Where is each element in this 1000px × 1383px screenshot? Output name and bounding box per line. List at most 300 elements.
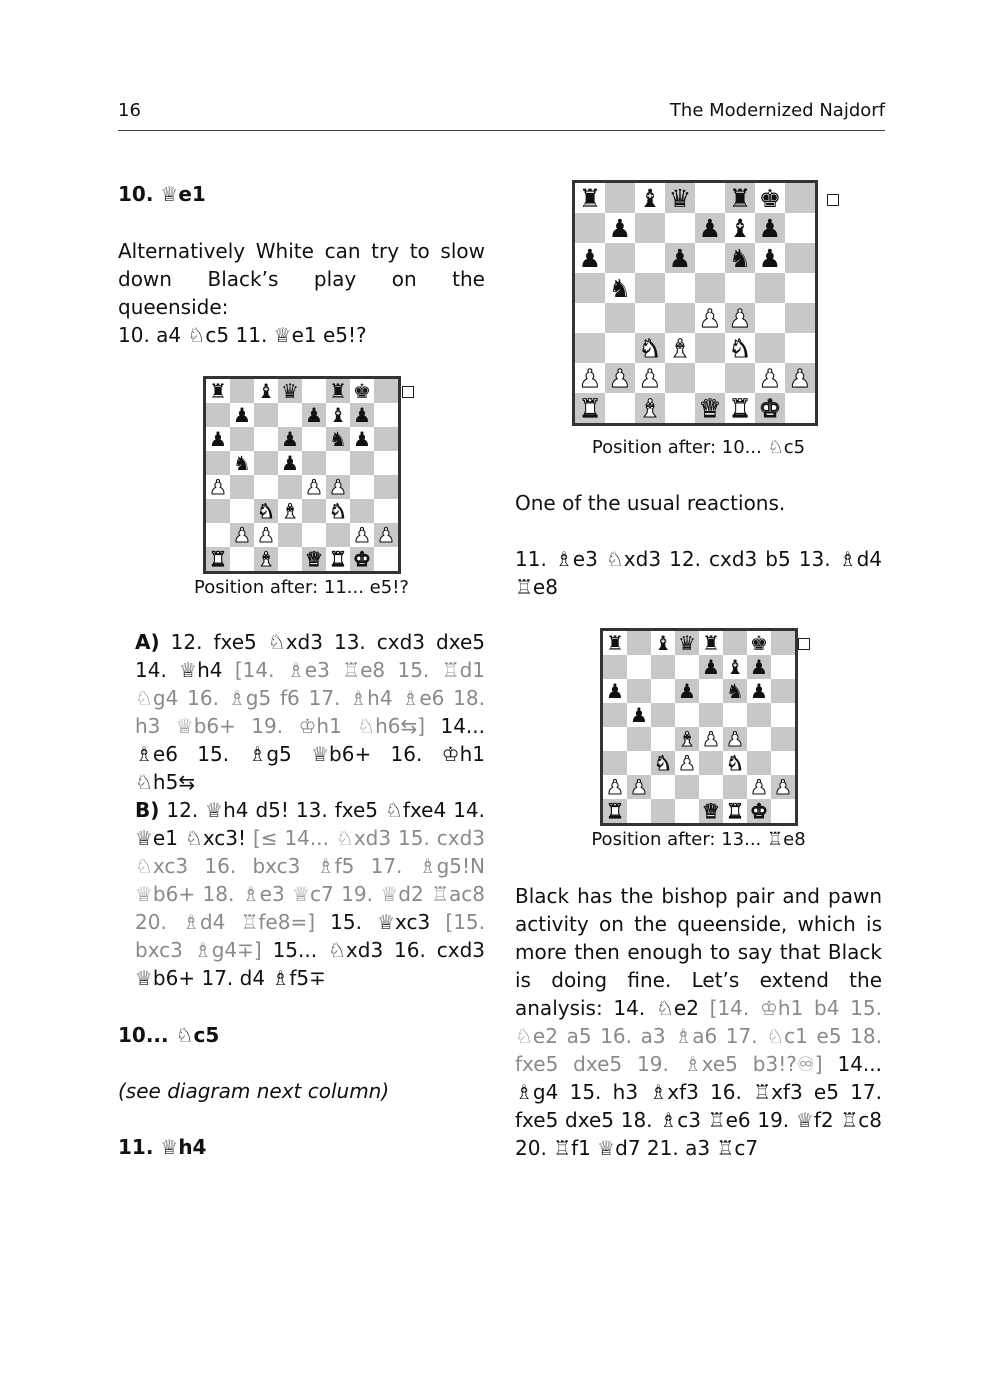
square-c6: [254, 427, 278, 451]
square-f1: [725, 393, 755, 423]
square-c7: [635, 213, 665, 243]
square-g3: [747, 751, 771, 775]
square-b8: [230, 379, 254, 403]
line-b-variation-2: [15. bxc3 ♗g4∓]: [135, 910, 486, 962]
square-g3: [350, 499, 374, 523]
square-a7: [206, 403, 230, 427]
diagram-3-caption: Position after: 13... ♖e8: [591, 829, 806, 850]
square-d4: [665, 303, 695, 333]
black-rook-icon: ♜: [578, 183, 602, 213]
square-a2: [206, 523, 230, 547]
square-c3: [635, 333, 665, 363]
square-e4: [302, 475, 326, 499]
white-king-icon: ♚: [353, 547, 371, 571]
black-pawn-icon: ♟: [353, 403, 371, 427]
white-pawn-icon: ♟: [209, 475, 227, 499]
square-e3: [699, 751, 723, 775]
square-e6: [695, 243, 725, 273]
square-f4: [725, 303, 755, 333]
square-h7: [785, 213, 815, 243]
square-h4: [374, 475, 398, 499]
black-queen-icon: ♛: [678, 631, 696, 655]
square-d7: [278, 403, 302, 427]
black-pawn-icon: ♟: [668, 243, 692, 273]
square-b1: [605, 393, 635, 423]
black-pawn-icon: ♟: [758, 213, 782, 243]
square-e8: [695, 183, 725, 213]
white-rook-icon: ♜: [578, 393, 602, 423]
square-g6: [747, 679, 771, 703]
black-bishop-icon: ♝: [638, 183, 662, 213]
white-pawn-icon: ♟: [750, 775, 768, 799]
square-a8: [575, 183, 605, 213]
square-e3: [695, 333, 725, 363]
square-c3: [254, 499, 278, 523]
black-knight-icon: ♞: [728, 243, 752, 273]
diagram-2-caption: Position after: 10... ♘c5: [591, 437, 806, 458]
black-pawn-icon: ♟: [608, 213, 632, 243]
square-e2: [699, 775, 723, 799]
square-d8: [278, 379, 302, 403]
square-a1: [206, 547, 230, 571]
white-knight-icon: ♞: [726, 751, 744, 775]
line-b-main-1: 12. ♕h4 d5! 13. fxe5 ♘fxe4 14. ♕e1 ♘xc3!: [135, 798, 485, 850]
line-b-main-2: 15. ♕xc3: [315, 910, 446, 934]
square-h4: [771, 727, 795, 751]
square-h8: [785, 183, 815, 213]
white-bishop-icon: ♝: [257, 547, 275, 571]
square-g7: [747, 655, 771, 679]
square-h7: [374, 403, 398, 427]
black-pawn-icon: ♟: [209, 427, 227, 451]
see-diagram-note: (see diagram next column): [118, 1079, 390, 1103]
square-c7: [651, 655, 675, 679]
white-pawn-icon: ♟: [758, 363, 782, 393]
square-a4: [575, 303, 605, 333]
square-b4: [605, 303, 635, 333]
white-bishop-icon: ♝: [668, 333, 692, 363]
square-c7: [254, 403, 278, 427]
square-c4: [254, 475, 278, 499]
white-pawn-icon: ♟: [377, 523, 395, 547]
square-c5: [635, 273, 665, 303]
square-g4: [747, 727, 771, 751]
move-10-heading: 10. ♕e1: [118, 182, 206, 206]
white-knight-icon: ♞: [329, 499, 347, 523]
square-d4: [278, 475, 302, 499]
square-b7: [230, 403, 254, 427]
square-e1: [699, 799, 723, 823]
square-b8: [605, 183, 635, 213]
square-b3: [605, 333, 635, 363]
black-rook-icon: ♜: [606, 631, 624, 655]
square-a2: [603, 775, 627, 799]
square-d3: [665, 333, 695, 363]
square-d3: [675, 751, 699, 775]
square-a7: [603, 655, 627, 679]
square-b8: [627, 631, 651, 655]
square-e6: [699, 679, 723, 703]
square-f6: [326, 427, 350, 451]
square-c8: [651, 631, 675, 655]
square-h6: [374, 427, 398, 451]
square-g2: [747, 775, 771, 799]
square-d2: [278, 523, 302, 547]
square-h2: [785, 363, 815, 393]
square-c2: [651, 775, 675, 799]
square-f7: [326, 403, 350, 427]
black-pawn-icon: ♟: [578, 243, 602, 273]
white-rook-icon: ♜: [726, 799, 744, 823]
square-h6: [785, 243, 815, 273]
alternative-text: Alternatively White can try to slow down Black’s play on the queenside:: [118, 239, 485, 319]
white-queen-icon: ♛: [305, 547, 323, 571]
square-f1: [326, 547, 350, 571]
white-pawn-icon: ♟: [257, 523, 275, 547]
black-pawn-icon: ♟: [750, 679, 768, 703]
white-rook-icon: ♜: [329, 547, 347, 571]
square-e8: [302, 379, 326, 403]
square-a3: [575, 333, 605, 363]
black-pawn-icon: ♟: [698, 213, 722, 243]
square-g8: [350, 379, 374, 403]
square-c2: [635, 363, 665, 393]
black-rook-icon: ♜: [702, 631, 720, 655]
black-knight-icon: ♞: [233, 451, 251, 475]
square-c1: [635, 393, 665, 423]
black-pawn-icon: ♟: [702, 655, 720, 679]
square-b6: [605, 243, 635, 273]
square-d6: [675, 679, 699, 703]
square-a6: [206, 427, 230, 451]
white-rook-icon: ♜: [209, 547, 227, 571]
white-pawn-icon: ♟: [305, 475, 323, 499]
line-b-main-3: 15... ♘xd3 16. cxd3 ♕b6+ 17. d4 ♗f5∓: [135, 938, 485, 990]
square-g7: [755, 213, 785, 243]
analysis-paragraph: [515, 882, 882, 1162]
square-a4: [603, 727, 627, 751]
square-a1: [575, 393, 605, 423]
page-number: 16: [118, 100, 141, 121]
black-pawn-icon: ♟: [281, 451, 299, 475]
square-g5: [350, 451, 374, 475]
black-bishop-icon: ♝: [257, 379, 275, 403]
square-f8: [723, 631, 747, 655]
analysis-variation: [14. ♔h1 b4 15. ♘e2 a5 16. a3 ♗a6 17. ♘c1 e5 18. fxe5 dxe5 19. ♗xe5 b3!?♾]: [515, 996, 882, 1076]
square-h8: [771, 631, 795, 655]
square-g3: [755, 333, 785, 363]
side-to-move-marker-3: [798, 638, 810, 650]
square-a5: [575, 273, 605, 303]
square-b4: [627, 727, 651, 751]
square-f6: [723, 679, 747, 703]
black-bishop-icon: ♝: [329, 403, 347, 427]
square-b1: [627, 799, 651, 823]
black-pawn-icon: ♟: [353, 427, 371, 451]
white-pawn-icon: ♟: [233, 523, 251, 547]
square-h1: [785, 393, 815, 423]
square-f8: [326, 379, 350, 403]
white-pawn-icon: ♟: [788, 363, 812, 393]
white-pawn-icon: ♟: [698, 303, 722, 333]
square-h3: [771, 751, 795, 775]
square-g8: [755, 183, 785, 213]
black-pawn-icon: ♟: [281, 427, 299, 451]
square-b2: [627, 775, 651, 799]
square-b3: [230, 499, 254, 523]
reaction-text: One of the usual reactions.: [515, 491, 786, 515]
black-pawn-icon: ♟: [750, 655, 768, 679]
square-c2: [254, 523, 278, 547]
square-b5: [627, 703, 651, 727]
white-knight-icon: ♞: [257, 499, 275, 523]
square-a2: [575, 363, 605, 393]
square-e5: [699, 703, 723, 727]
white-pawn-icon: ♟: [678, 751, 696, 775]
black-pawn-icon: ♟: [678, 679, 696, 703]
square-c4: [635, 303, 665, 333]
square-g7: [350, 403, 374, 427]
line-b: [135, 796, 485, 992]
square-g1: [747, 799, 771, 823]
square-d2: [675, 775, 699, 799]
white-king-icon: ♚: [758, 393, 782, 423]
square-h1: [771, 799, 795, 823]
square-b2: [605, 363, 635, 393]
side-to-move-marker-2: [827, 194, 839, 206]
white-king-icon: ♚: [750, 799, 768, 823]
line-b-variation-1: [≤ 14... ♘xd3 15. cxd3 ♘xc3 16. bxc3 ♗f5 17. ♗g5!N ♕b6+ 18. ♗e3 ♕c7 19. ♕d2 ♖ac8 20. ♗d4 ♖fe8=]: [135, 826, 485, 934]
square-f3: [326, 499, 350, 523]
square-h5: [771, 703, 795, 727]
white-knight-icon: ♞: [654, 751, 672, 775]
square-b5: [230, 451, 254, 475]
square-c5: [651, 703, 675, 727]
square-e6: [302, 427, 326, 451]
running-title: The Modernized Najdorf: [669, 100, 885, 121]
white-pawn-icon: ♟: [728, 303, 752, 333]
square-f4: [326, 475, 350, 499]
black-knight-icon: ♞: [726, 679, 744, 703]
square-c3: [651, 751, 675, 775]
black-knight-icon: ♞: [329, 427, 347, 451]
square-d7: [665, 213, 695, 243]
square-d1: [278, 547, 302, 571]
black-pawn-icon: ♟: [758, 243, 782, 273]
white-queen-icon: ♛: [702, 799, 720, 823]
square-b5: [605, 273, 635, 303]
square-c4: [651, 727, 675, 751]
black-queen-icon: ♛: [668, 183, 692, 213]
black-bishop-icon: ♝: [654, 631, 672, 655]
square-h2: [374, 523, 398, 547]
square-h3: [785, 333, 815, 363]
white-pawn-icon: ♟: [329, 475, 347, 499]
analysis-main-1: Black has the bishop pair and pawn activity on the queenside, which is more then enough to say that Black is doing fine. Let’s extend the analysis: 14. ♘e2: [515, 884, 882, 1020]
white-bishop-icon: ♝: [281, 499, 299, 523]
analysis-main-2: 14... ♗g4 15. h3 ♗xf3 16. ♖xf3 e5 17. fxe5 dxe5 18. ♗c3 ♖e6 19. ♕f2 ♖c8 20. ♖f1 ♕d7 21. a3 ♖c7: [515, 1052, 882, 1160]
square-a4: [206, 475, 230, 499]
square-e2: [302, 523, 326, 547]
square-b2: [230, 523, 254, 547]
square-b6: [230, 427, 254, 451]
alternative-line: 10. a4 ♘c5 11. ♕e1 e5!?: [118, 323, 367, 347]
white-knight-icon: ♞: [728, 333, 752, 363]
square-b3: [627, 751, 651, 775]
square-e7: [699, 655, 723, 679]
square-a6: [603, 679, 627, 703]
square-a8: [603, 631, 627, 655]
white-pawn-icon: ♟: [353, 523, 371, 547]
square-h6: [771, 679, 795, 703]
square-f5: [725, 273, 755, 303]
header-rule: [118, 130, 885, 131]
black-pawn-icon: ♟: [630, 703, 648, 727]
line-a-label: A): [135, 630, 160, 654]
square-g1: [350, 547, 374, 571]
black-knight-icon: ♞: [608, 273, 632, 303]
black-king-icon: ♚: [758, 183, 782, 213]
square-e1: [302, 547, 326, 571]
square-g8: [747, 631, 771, 655]
square-d8: [675, 631, 699, 655]
white-rook-icon: ♜: [606, 799, 624, 823]
square-c8: [254, 379, 278, 403]
square-e4: [699, 727, 723, 751]
black-queen-icon: ♛: [281, 379, 299, 403]
square-c6: [651, 679, 675, 703]
black-rook-icon: ♜: [329, 379, 347, 403]
square-f4: [723, 727, 747, 751]
square-g4: [755, 303, 785, 333]
line-b-label: B): [135, 798, 160, 822]
diagram-1-caption: Position after: 11... e5!?: [194, 577, 409, 598]
square-g5: [747, 703, 771, 727]
square-e5: [695, 273, 725, 303]
white-bishop-icon: ♝: [638, 393, 662, 423]
square-h8: [374, 379, 398, 403]
square-c1: [651, 799, 675, 823]
line-a-main-1: 12. fxe5 ♘xd3 13. cxd3 dxe5 14. ♕h4: [135, 630, 485, 682]
square-f5: [723, 703, 747, 727]
square-h5: [785, 273, 815, 303]
square-h7: [771, 655, 795, 679]
square-g2: [755, 363, 785, 393]
square-c5: [254, 451, 278, 475]
square-h1: [374, 547, 398, 571]
black-pawn-icon: ♟: [233, 403, 251, 427]
square-d2: [665, 363, 695, 393]
square-h4: [785, 303, 815, 333]
white-rook-icon: ♜: [728, 393, 752, 423]
black-king-icon: ♚: [353, 379, 371, 403]
square-h5: [374, 451, 398, 475]
square-d8: [665, 183, 695, 213]
side-to-move-marker-1: [402, 386, 414, 398]
black-rook-icon: ♜: [209, 379, 227, 403]
square-d3: [278, 499, 302, 523]
square-f2: [723, 775, 747, 799]
white-pawn-icon: ♟: [774, 775, 792, 799]
square-e7: [695, 213, 725, 243]
square-g1: [755, 393, 785, 423]
line-a: [135, 628, 485, 796]
square-a5: [206, 451, 230, 475]
chess-diagram-1: [203, 376, 401, 574]
square-f2: [326, 523, 350, 547]
square-f1: [723, 799, 747, 823]
square-g6: [350, 427, 374, 451]
black-pawn-icon: ♟: [606, 679, 624, 703]
page-header: [118, 100, 885, 126]
square-c8: [635, 183, 665, 213]
square-e4: [695, 303, 725, 333]
square-f3: [725, 333, 755, 363]
square-c1: [254, 547, 278, 571]
square-f8: [725, 183, 755, 213]
white-pawn-icon: ♟: [630, 775, 648, 799]
white-pawn-icon: ♟: [638, 363, 662, 393]
white-pawn-icon: ♟: [606, 775, 624, 799]
square-d1: [665, 393, 695, 423]
line-a-variation: [14. ♗e3 ♖e8 15. ♖d1 ♘g4 16. ♗g5 f6 17. ♗h4 ♗e6 18. h3 ♕b6+ 19. ♔h1 ♘h6⇆]: [135, 658, 485, 738]
square-a6: [575, 243, 605, 273]
white-pawn-icon: ♟: [702, 727, 720, 751]
chess-diagram-3: [600, 628, 798, 826]
square-d1: [675, 799, 699, 823]
black-pawn-icon: ♟: [305, 403, 323, 427]
square-e5: [302, 451, 326, 475]
black-king-icon: ♚: [750, 631, 768, 655]
black-bishop-icon: ♝: [728, 213, 752, 243]
move-11-heading: 11. ♕h4: [118, 1135, 207, 1159]
square-d4: [675, 727, 699, 751]
black-rook-icon: ♜: [728, 183, 752, 213]
square-a7: [575, 213, 605, 243]
square-b7: [605, 213, 635, 243]
square-d6: [665, 243, 695, 273]
square-d5: [665, 273, 695, 303]
move-11-line: 11. ♗e3 ♘xd3 12. cxd3 b5 13. ♗d4 ♖e8: [515, 547, 882, 599]
square-a3: [206, 499, 230, 523]
white-knight-icon: ♞: [638, 333, 662, 363]
square-f7: [725, 213, 755, 243]
square-d7: [675, 655, 699, 679]
square-g6: [755, 243, 785, 273]
square-e2: [695, 363, 725, 393]
square-e1: [695, 393, 725, 423]
square-b6: [627, 679, 651, 703]
square-f5: [326, 451, 350, 475]
chess-diagram-2: [572, 180, 818, 426]
square-g5: [755, 273, 785, 303]
square-h3: [374, 499, 398, 523]
square-c6: [635, 243, 665, 273]
square-b7: [627, 655, 651, 679]
square-b1: [230, 547, 254, 571]
square-f3: [723, 751, 747, 775]
white-queen-icon: ♛: [698, 393, 722, 423]
square-f6: [725, 243, 755, 273]
square-a5: [603, 703, 627, 727]
square-d6: [278, 427, 302, 451]
white-bishop-icon: ♝: [678, 727, 696, 751]
white-pawn-icon: ♟: [578, 363, 602, 393]
black-bishop-icon: ♝: [726, 655, 744, 679]
move-10b-heading: 10... ♘c5: [118, 1023, 220, 1047]
white-pawn-icon: ♟: [608, 363, 632, 393]
line-a-main-2: 14... ♗e6 15. ♗g5 ♕b6+ 16. ♔h1 ♘h5⇆: [135, 714, 485, 794]
